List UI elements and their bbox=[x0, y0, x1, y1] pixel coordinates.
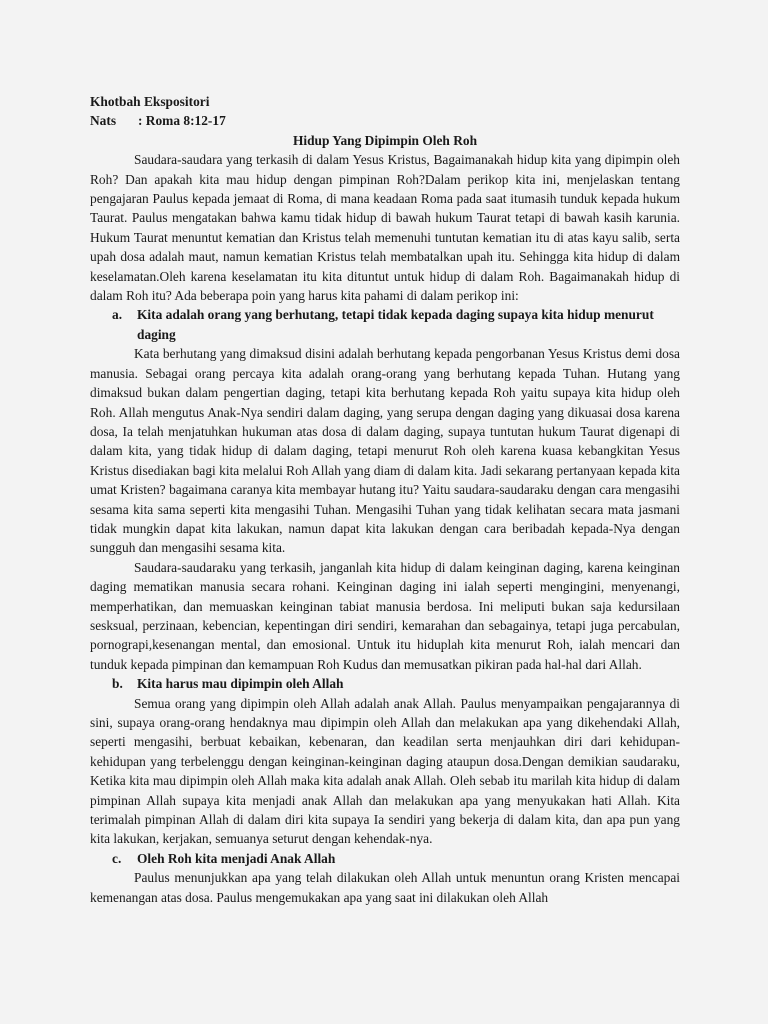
section-letter: b. bbox=[112, 676, 123, 692]
section-a-paragraph-2: Saudara-saudaraku yang terkasih, janganlah kita hidup di dalam keinginan daging, karena keinginan daging mematikan manusia secara rohani. Keinginan daging ini ialah seperti mengingini, menyenangi, memperhatikan, dan memuaskan keinginan tabiat manusia berdosa. Ini meliputi bukan saja kedursilaan sesksual, perzinaan, kebencian, kepentingan diri sendiri, kemarahan dan sebagainya, tetapi juga percabulan, pornograpi,kesenangan mental, dan emosional. Untuk itu hiduplah kita menurut Roh, ialah mencari dan tunduk kepada pimpinan dan kemampuan Roh Kudus dan memusatkan pikiran pada hal-hal dari Allah. bbox=[90, 559, 680, 672]
section-b-paragraph-1: Semua orang yang dipimpin oleh Allah adalah anak Allah. Paulus menyampaikan pengajarannya di sini, supaya orang-orang hendaknya mau dipimpin oleh Allah dan melakukan apa yang dikehendaki Allah, seperti mengasihi, berbuat kebaikan, kebenaran, dan keadilan serta menjauhkan diri dari kehidupan-kehidupan yang terbelenggu dengan keinginan-keinginan daging ataupun dosa.Dengan demikian saudaraku, Ketika kita mau dipimpin oleh Allah maka kita adalah anak Allah. Oleh sebab itu marilah kita hidup di dalam pimpinan Allah supaya kita menjadi anak Allah dan melakukan apa yang menyukakan hati Allah. Kita terimalah pimpinan Allah di dalam diri kita supaya Ia sendiri yang bekerja di dalam kita, dan apa pun yang kita lakukan, kerjakan, semuanya seturut dengan kehendak-nya. bbox=[90, 695, 680, 847]
intro-paragraph: Saudara-saudara yang terkasih di dalam Yesus Kristus, Bagaimanakah hidup kita yang dipimpin oleh Roh? Dan apakah kita mau hidup dengan pimpinan Roh?Dalam perikop kita ini, menjelaskan tentang pengajaran Paulus kepada jemaat di Roma, di mana keadaan Roma pada saat itumasih tunduk kepada hukum Taurat. Paulus mengatakan bahwa kamu tidak hidup di bawah hukum Taurat tetapi di bawah kasih karunia. Hukum Taurat menuntut kematian dan Kristus telah memenuhi tuntutan kematian itu di atas kayu salib, serta upah dosa adalah maut, namun kematian Kristus telah membatalkan upah itu. Sehingga kita hidup di dalam keselamatan.Oleh karena keselamatan itu kita dituntut untuk hidup di dalam Roh. Bagaimanakah hidup di dalam Roh itu? Ada beberapa poin yang harus kita pahami di dalam perikop ini: bbox=[90, 152, 680, 304]
section-heading-text: Oleh Roh kita menjadi Anak Allah bbox=[137, 850, 336, 866]
section-heading-text: Kita harus mau dipimpin oleh Allah bbox=[137, 676, 344, 692]
nats-label: Nats bbox=[90, 113, 117, 129]
section-letter: a. bbox=[112, 307, 123, 323]
section-c-heading bbox=[90, 849, 680, 868]
nats-value: : Roma 8:12-17 bbox=[138, 113, 226, 129]
section-b-heading bbox=[90, 674, 680, 693]
section-a-heading bbox=[90, 305, 680, 344]
section-heading-text: Kita adalah orang yang berhutang, tetapi tidak kepada daging supaya kita hidup menurut daging bbox=[137, 307, 654, 342]
section-c-paragraph-1: Paulus menunjukkan apa yang telah dilakukan oleh Allah untuk menuntun orang Kristen mencapai kemenangan atas dosa. Paulus mengemukakan apa yang saat ini dilakukan oleh Allah bbox=[90, 870, 680, 905]
section-a-paragraph-1: Kata berhutang yang dimaksud disini adalah berhutang kepada pengorbanan Yesus Kristus demi dosa manusia. Sebagai orang percaya kita adalah orang-orang yang berhutang kepada Tuhan. Hutang yang dimaksud bukan dalam pengertian daging, tetapi kita berhutang kepada Roh yaitu supaya kita hidup oleh Roh. Allah mengutus Anak-Nya sendiri dalam daging, yang serupa dengan daging yang dikuasai dosa karena dosa, Ia telah menjatuhkan hukuman atas dosa di dalam daging, supaya tuntutan hukum Taurat digenapi di dalam kita, yang tidak hidup di dalam daging, tetapi menurut Roh oleh karena kuasa kebangkitan Yesus Kristus disediakan bagi kita melalui Roh Allah yang diam di dalam kita. Jadi sekarang pertanyaan kepada kita umat Kristen? bagaimana caranya kita membayar hutang itu? Yaitu saudara-saudaraku dengan cara mengasihi sesama kita sama seperti kita mengasihi Tuhan. Mengasihi Tuhan yang tidak kelihatan secara mata jasmani tidak mungkin dapat kita lakukan, namun dapat kita lakukan dengan cara beribadah kepada-Nya dengan sungguh dan mengasihi sesama kita. bbox=[90, 346, 680, 556]
section-letter: c. bbox=[112, 850, 122, 866]
document-type: Khotbah Ekspositori bbox=[90, 94, 210, 109]
scripture-reference bbox=[90, 111, 680, 130]
sermon-title: Hidup Yang Dipimpin Oleh Roh bbox=[292, 132, 478, 148]
